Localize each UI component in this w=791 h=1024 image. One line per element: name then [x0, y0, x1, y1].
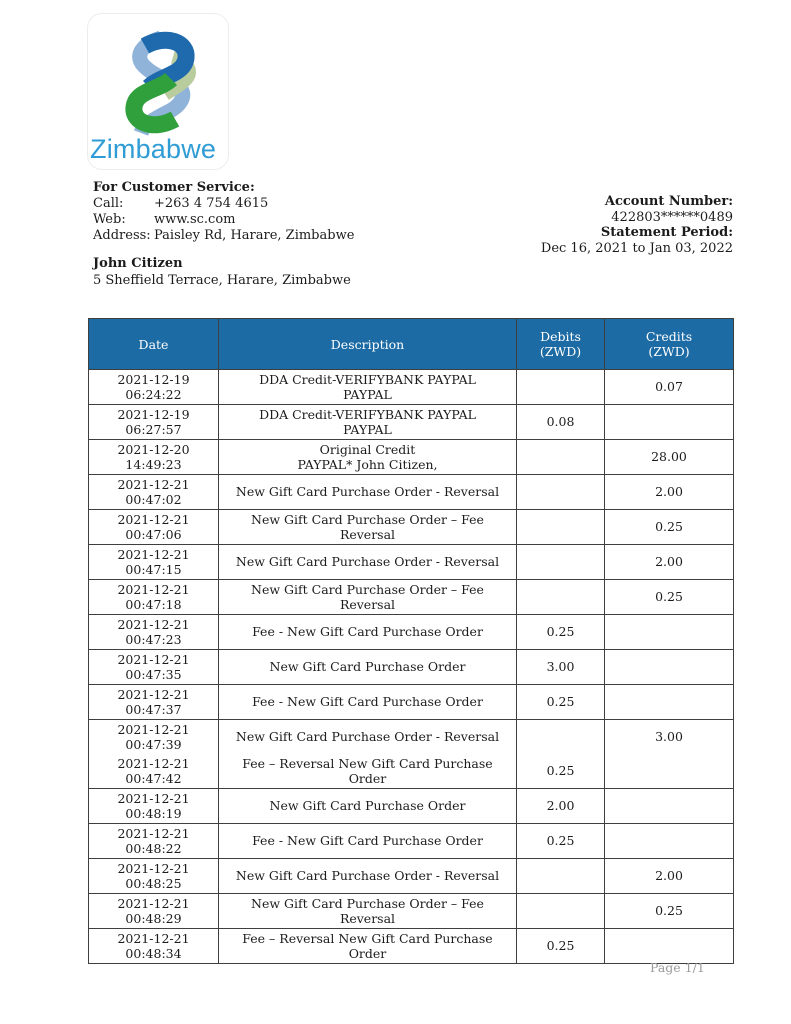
cell-credit: 0.25	[605, 894, 734, 929]
table-row	[89, 615, 734, 650]
table-row	[89, 685, 734, 720]
address-value: Paisley Rd, Harare, Zimbabwe	[154, 228, 355, 243]
cell-date: 2021-12-21 00:47:42	[89, 754, 219, 789]
cell-debit	[517, 370, 605, 405]
table-row	[89, 929, 734, 964]
table-row	[89, 545, 734, 580]
cell-credit	[605, 754, 734, 789]
cell-debit: 0.25	[517, 615, 605, 650]
cell-date: 2021-12-21 00:47:02	[89, 475, 219, 510]
address-label: Address:	[93, 228, 151, 243]
cell-description: DDA Credit-VERIFYBANK PAYPAL PAYPAL	[219, 405, 517, 440]
account-number-label: Account Number:	[604, 194, 733, 209]
cell-credit	[605, 929, 734, 964]
cell-credit: 0.07	[605, 370, 734, 405]
cell-date: 2021-12-21 00:47:15	[89, 545, 219, 580]
column-header-debits: Debits (ZWD)	[517, 319, 605, 370]
table-row	[89, 440, 734, 475]
cell-credit	[605, 650, 734, 685]
cell-date: 2021-12-21 00:47:37	[89, 685, 219, 720]
cell-debit: 0.25	[517, 685, 605, 720]
table-row	[89, 824, 734, 859]
cell-date: 2021-12-21 00:48:22	[89, 824, 219, 859]
cell-date: 2021-12-21 00:47:39	[89, 720, 219, 755]
cell-credit: 2.00	[605, 475, 734, 510]
table-row	[89, 720, 734, 755]
table-row	[89, 580, 734, 615]
cell-credit	[605, 789, 734, 824]
customer-service-web-row	[93, 212, 354, 228]
cell-date: 2021-12-19 06:27:57	[89, 405, 219, 440]
table-row	[89, 475, 734, 510]
customer-service-address-row	[93, 228, 354, 244]
cell-debit	[517, 475, 605, 510]
cell-description: Fee – Reversal New Gift Card Purchase Order	[219, 929, 517, 964]
standard-chartered-logo-icon	[114, 30, 208, 136]
customer-service-call-row	[93, 196, 354, 212]
web-label: Web:	[93, 212, 126, 227]
cell-date: 2021-12-21 00:48:19	[89, 789, 219, 824]
cell-credit: 2.00	[605, 545, 734, 580]
cell-credit: 0.25	[605, 510, 734, 545]
cell-debit	[517, 580, 605, 615]
table-row	[89, 894, 734, 929]
cell-debit	[517, 510, 605, 545]
cell-description: Fee - New Gift Card Purchase Order	[219, 615, 517, 650]
transactions-table	[88, 318, 734, 964]
call-value: +263 4 754 4615	[154, 196, 269, 211]
table-row	[89, 510, 734, 545]
account-number-value: 422803******0489	[611, 209, 733, 225]
table-header-row	[89, 319, 734, 370]
cell-date: 2021-12-19 06:24:22	[89, 370, 219, 405]
statement-period-label: Statement Period:	[600, 225, 733, 240]
cell-date: 2021-12-21 00:47:23	[89, 615, 219, 650]
column-header-description: Description	[219, 319, 517, 370]
cell-description: Fee - New Gift Card Purchase Order	[219, 824, 517, 859]
cell-debit: 0.25	[517, 929, 605, 964]
cell-credit	[605, 615, 734, 650]
cell-credit	[605, 824, 734, 859]
cell-date: 2021-12-21 00:47:06	[89, 510, 219, 545]
cell-debit: 0.25	[517, 824, 605, 859]
cell-debit	[517, 545, 605, 580]
cell-description: New Gift Card Purchase Order - Reversal	[219, 545, 517, 580]
cell-debit	[517, 440, 605, 475]
cell-description: New Gift Card Purchase Order – Fee Reversal	[219, 580, 517, 615]
cell-credit: 3.00	[605, 720, 734, 755]
cell-description: New Gift Card Purchase Order - Reversal	[219, 475, 517, 510]
cell-description: New Gift Card Purchase Order	[219, 789, 517, 824]
cell-description: Fee - New Gift Card Purchase Order	[219, 685, 517, 720]
customer-service-block	[93, 180, 354, 244]
cell-debit: 0.25	[517, 754, 605, 789]
cell-description: New Gift Card Purchase Order – Fee Reversal	[219, 510, 517, 545]
cell-description: Fee – Reversal New Gift Card Purchase Order	[219, 754, 517, 789]
cell-date: 2021-12-21 00:48:34	[89, 929, 219, 964]
cell-description: New Gift Card Purchase Order – Fee Reversal	[219, 894, 517, 929]
cell-date: 2021-12-21 00:48:25	[89, 859, 219, 894]
cell-description: New Gift Card Purchase Order	[219, 650, 517, 685]
customer-service-title: For Customer Service:	[93, 180, 255, 195]
column-header-credits: Credits (ZWD)	[605, 319, 734, 370]
cell-date: 2021-12-21 00:47:18	[89, 580, 219, 615]
cell-description: New Gift Card Purchase Order - Reversal	[219, 859, 517, 894]
customer-name: John Citizen	[93, 256, 183, 271]
cell-date: 2021-12-21 00:48:29	[89, 894, 219, 929]
cell-description: Original Credit PAYPAL* John Citizen,	[219, 440, 517, 475]
web-value: www.sc.com	[154, 212, 236, 227]
cell-description: DDA Credit-VERIFYBANK PAYPAL PAYPAL	[219, 370, 517, 405]
cell-debit: 3.00	[517, 650, 605, 685]
column-header-date: Date	[89, 319, 219, 370]
customer-address: 5 Sheffield Terrace, Harare, Zimbabwe	[93, 272, 351, 288]
call-label: Call:	[93, 196, 124, 211]
cell-debit	[517, 894, 605, 929]
table-row	[89, 859, 734, 894]
table-row	[89, 650, 734, 685]
table-row	[89, 754, 734, 789]
cell-debit: 0.08	[517, 405, 605, 440]
statement-period-value: Dec 16, 2021 to Jan 03, 2022	[540, 240, 733, 256]
cell-credit	[605, 685, 734, 720]
customer-block	[93, 256, 351, 289]
table-row	[89, 405, 734, 440]
table-row	[89, 370, 734, 405]
cell-credit	[605, 405, 734, 440]
cell-description: New Gift Card Purchase Order - Reversal	[219, 720, 517, 755]
table-row	[89, 789, 734, 824]
account-info-block	[541, 194, 733, 256]
cell-credit: 2.00	[605, 859, 734, 894]
cell-debit	[517, 859, 605, 894]
cell-credit: 28.00	[605, 440, 734, 475]
cell-debit	[517, 720, 605, 755]
cell-credit: 0.25	[605, 580, 734, 615]
brand-wordmark: Zimbabwe	[90, 134, 217, 164]
page-number: Page 1/1	[650, 960, 705, 975]
cell-date: 2021-12-21 00:47:35	[89, 650, 219, 685]
cell-debit: 2.00	[517, 789, 605, 824]
cell-date: 2021-12-20 14:49:23	[89, 440, 219, 475]
